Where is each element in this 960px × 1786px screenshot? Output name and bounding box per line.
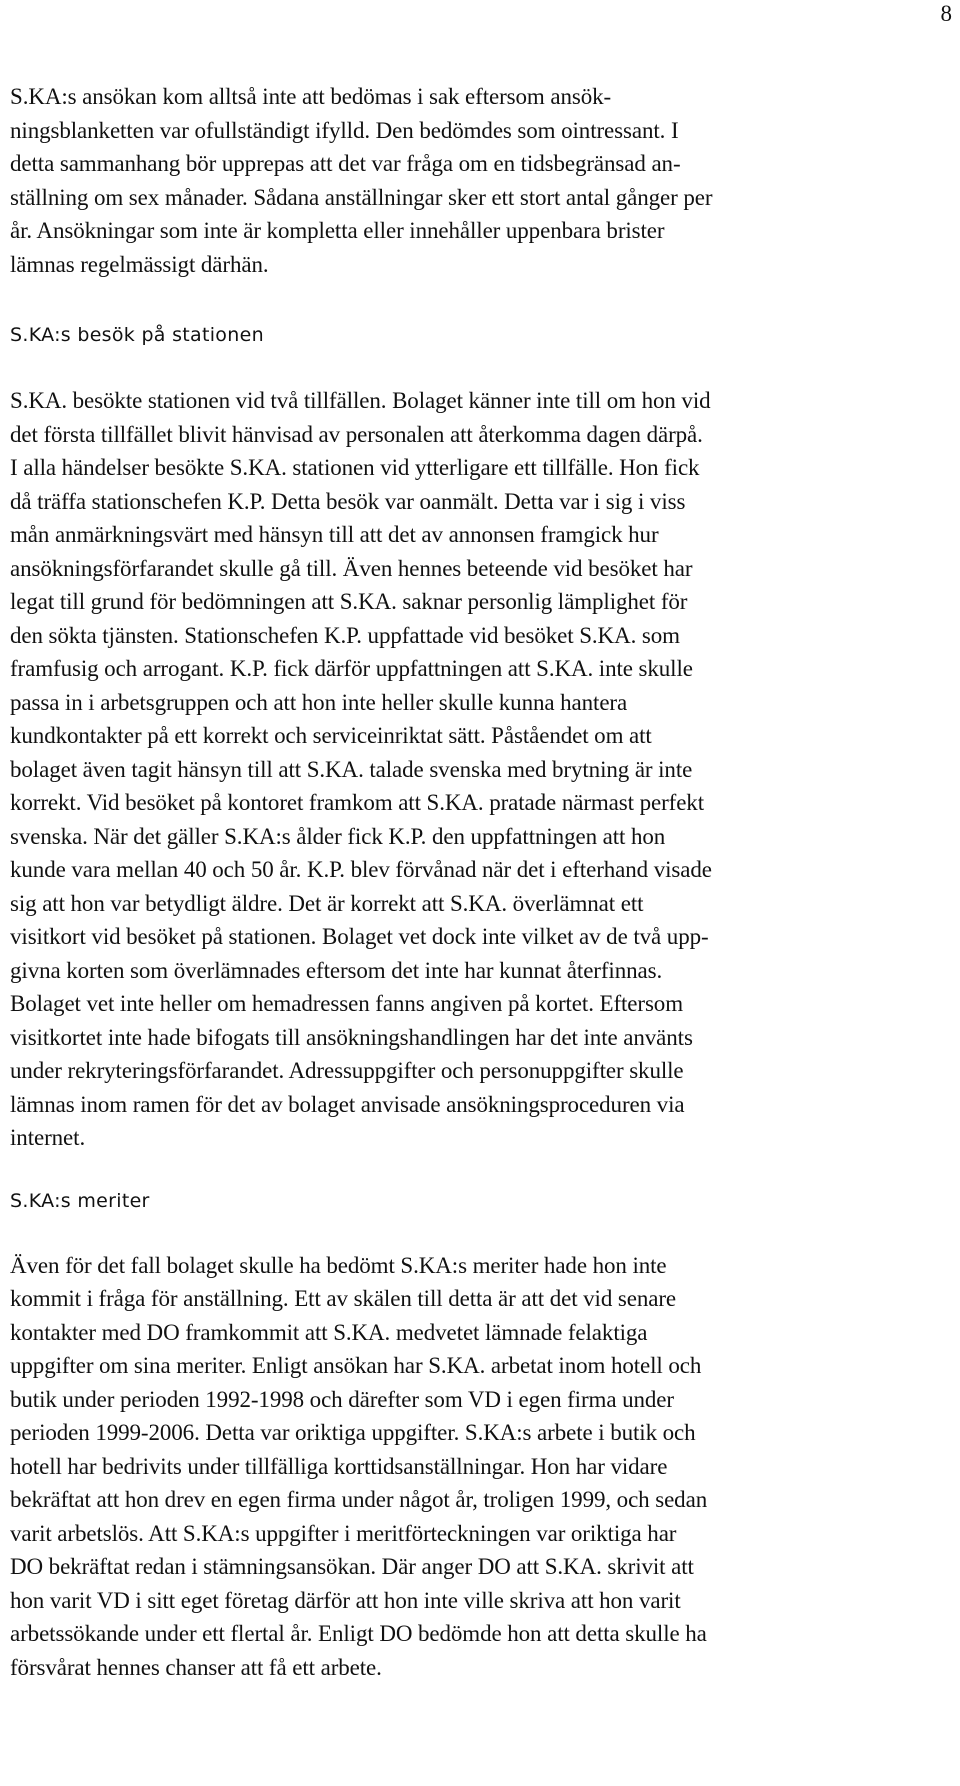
text-line: ställning om sex månader. Sådana anställningar sker ett stort antal gånger per — [10, 184, 713, 210]
text-line: hon varit VD i sitt eget företag därför att hon inte ville skriva att hon varit — [10, 1587, 681, 1613]
text-line: detta sammanhang bör upprepas att det var fråga om en tidsbegränsad an- — [10, 151, 681, 176]
text-line: det första tillfället blivit hänvisad av personalen att återkomma dagen därpå. — [10, 421, 703, 447]
text-line: S.KA. besökte stationen vid två tillfällen. Bolaget känner inte till om hon vid — [10, 388, 711, 413]
paragraph-application-assessment — [10, 80, 915, 281]
text-line: bekräftat att hon drev en egen firma under något år, troligen 1999, och sedan — [10, 1487, 708, 1512]
text-line: ningsblanketten var ofullständigt ifylld. Den bedömdes som ointressant. I — [10, 117, 679, 143]
text-line: visitkortet inte hade bifogats till ansökningshandlingen har det inte använts — [10, 1024, 693, 1050]
section-heading-station-visit: S.KA:s besök på stationen — [10, 324, 264, 346]
text-line: varit arbetslös. Att S.KA:s uppgifter i meritförteckningen var oriktiga har — [10, 1520, 677, 1546]
text-line: DO bekräftat redan i stämningsansökan. Där anger DO att S.KA. skrivit att — [10, 1554, 694, 1579]
text-line: år. Ansökningar som inte är kompletta eller innehåller uppenbara brister — [10, 218, 665, 243]
paragraph-station-visit — [10, 384, 915, 1155]
text-line: korrekt. Vid besöket på kontoret framkom att S.KA. pratade närmast perfekt — [10, 790, 704, 815]
text-line: bolaget även tagit hänsyn till att S.KA. talade svenska med brytning är inte — [10, 756, 693, 782]
text-line: visitkort vid besöket på stationen. Bolaget vet dock inte vilket av de två upp- — [10, 924, 709, 949]
text-line: hotell har bedrivits under tillfälliga korttidsanställningar. Hon har vidare — [10, 1453, 668, 1479]
text-line: uppgifter om sina meriter. Enligt ansökan har S.KA. arbetat inom hotell och — [10, 1353, 702, 1378]
text-line: lämnas inom ramen för det av bolaget anvisade ansökningsproceduren via — [10, 1091, 685, 1117]
text-line: kontakter med DO framkommit att S.KA. medvetet lämnade felaktiga — [10, 1319, 648, 1345]
text-line: butik under perioden 1992-1998 och därefter som VD i egen firma under — [10, 1386, 674, 1412]
text-line: perioden 1999-2006. Detta var oriktiga uppgifter. S.KA:s arbete i butik och — [10, 1420, 696, 1445]
text-line: kommit i fråga för anställning. Ett av skälen till detta är att det vid senare — [10, 1286, 677, 1311]
section-heading-merits: S.KA:s meriter — [10, 1189, 150, 1212]
text-line: svenska. När det gäller S.KA:s ålder fick K.P. den uppfattningen att hon — [10, 823, 666, 849]
page-number: 8 — [940, 1, 952, 26]
text-line: kunde vara mellan 40 och 50 år. K.P. blev förvånad när det i efterhand visade — [10, 857, 712, 882]
text-line: framfusig och arrogant. K.P. fick därför uppfattningen att S.KA. inte skulle — [10, 656, 693, 681]
text-line: den sökta tjänsten. Stationschefen K.P. uppfattade vid besöket S.KA. som — [10, 622, 680, 648]
text-line: då träffa stationschefen K.P. Detta besök var oanmält. Detta var i sig i viss — [10, 488, 686, 514]
text-line: S.KA:s ansökan kom alltså inte att bedömas i sak eftersom ansök- — [10, 84, 612, 109]
text-line: givna korten som överlämnades eftersom det inte har kunnat återfinnas. — [10, 957, 663, 983]
text-line: lämnas regelmässigt därhän. — [10, 251, 269, 277]
text-line: I alla händelser besökte S.KA. stationen vid ytterligare ett tillfälle. Hon fick — [10, 455, 700, 480]
text-line: legat till grund för bedömningen att S.KA. saknar personlig lämplighet för — [10, 589, 688, 614]
document-body — [10, 80, 915, 1684]
text-line: mån anmärkningsvärt med hänsyn till att det av annonsen framgick hur — [10, 522, 659, 547]
text-line: internet. — [10, 1125, 86, 1150]
text-line: Även för det fall bolaget skulle ha bedömt S.KA:s meriter hade hon inte — [10, 1252, 667, 1278]
text-line: arbetssökande under ett flertal år. Enligt DO bedömde hon att detta skulle ha — [10, 1621, 707, 1646]
text-line: passa in i arbetsgruppen och att hon inte heller skulle kunna hantera — [10, 689, 628, 715]
paragraph-merits — [10, 1249, 915, 1685]
text-line: försvårat hennes chanser att få ett arbete. — [10, 1654, 382, 1680]
text-line: under rekryteringsförfarandet. Adressuppgifter och personuppgifter skulle — [10, 1058, 684, 1083]
text-line: kundkontakter på ett korrekt och serviceinriktat sätt. Påståendet om att — [10, 723, 652, 748]
text-line: Bolaget vet inte heller om hemadressen fanns angiven på kortet. Eftersom — [10, 991, 683, 1016]
text-line: ansökningsförfarandet skulle gå till. Även hennes beteende vid besöket har — [10, 555, 693, 581]
text-line: sig att hon var betydligt äldre. Det är korrekt att S.KA. överlämnat ett — [10, 890, 644, 916]
